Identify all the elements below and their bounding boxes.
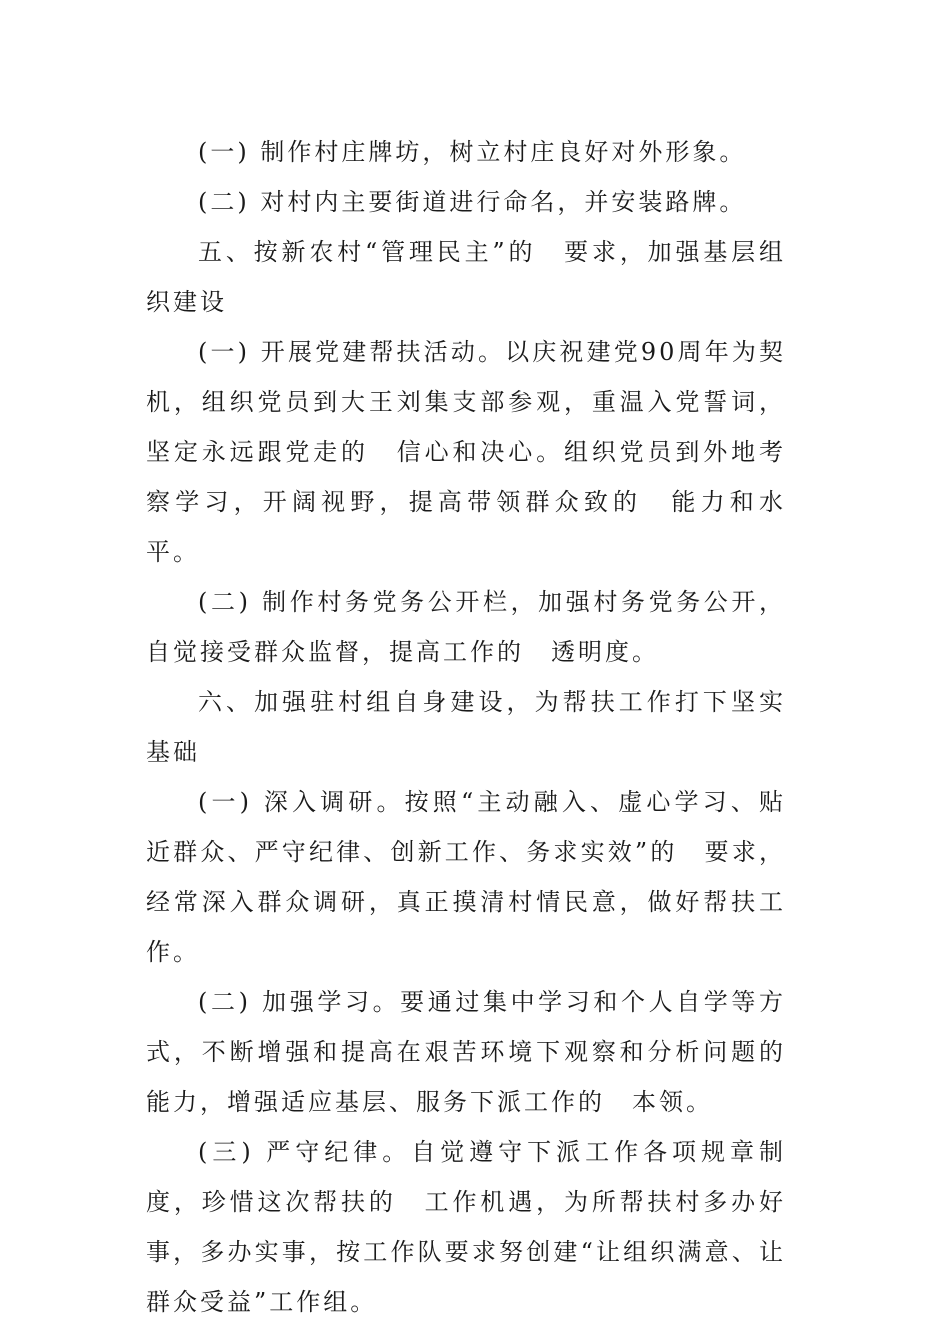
paragraph-item-2: (二) 对村内主要街道进行命名，并安装路牌。 bbox=[198, 188, 747, 216]
paragraph-item-6-1: (一) 深入调研。按照“主动融入、虚心学习、贴近群众、严守纪律、创新工作、务求实效”的 要求，经常深入群众调研，真正摸清村情民意，做好帮扶工作。 bbox=[146, 788, 786, 966]
paragraph-item-1: (一) 制作村庄牌坊，树立村庄良好对外形象。 bbox=[198, 138, 747, 166]
paragraph-item-6-2: (二) 加强学习。要通过集中学习和个人自学等方式，不断增强和提高在艰苦环境下观察和分析问题的 能力，增强适应基层、服务下派工作的 本领。 bbox=[146, 988, 813, 1116]
paragraph-item-6-3: (三) 严守纪律。自觉遵守下派工作各项规章制度，珍惜这次帮扶的 工作机遇，为所帮扶村多办好事，多办实事，按工作队要求努创建“让组织满意、让群众受益”工作组。 bbox=[146, 1138, 786, 1316]
paragraph-item-5-1: (一) 开展党建帮扶活动。以庆祝建党90周年为契机，组织党员到大王刘集支部参观，重温入党誓词，坚定永远跟党走的 信心和决心。组织党员到外地考察学习，开阔视野，提高带领群众致的 能力和水平。 bbox=[146, 338, 786, 566]
section-heading-6: 六、加强驻村组自身建设，为帮扶工作打下坚实基础 bbox=[146, 688, 786, 766]
paragraph-item-5-2: (二) 制作村务党务公开栏，加强村务党务公开，自觉接受群众监督，提高工作的 透明度。 bbox=[146, 588, 786, 666]
document-body bbox=[146, 127, 813, 1327]
section-heading-5: 五、按新农村“管理民主”的 要求，加强基层组织建设 bbox=[146, 238, 786, 316]
